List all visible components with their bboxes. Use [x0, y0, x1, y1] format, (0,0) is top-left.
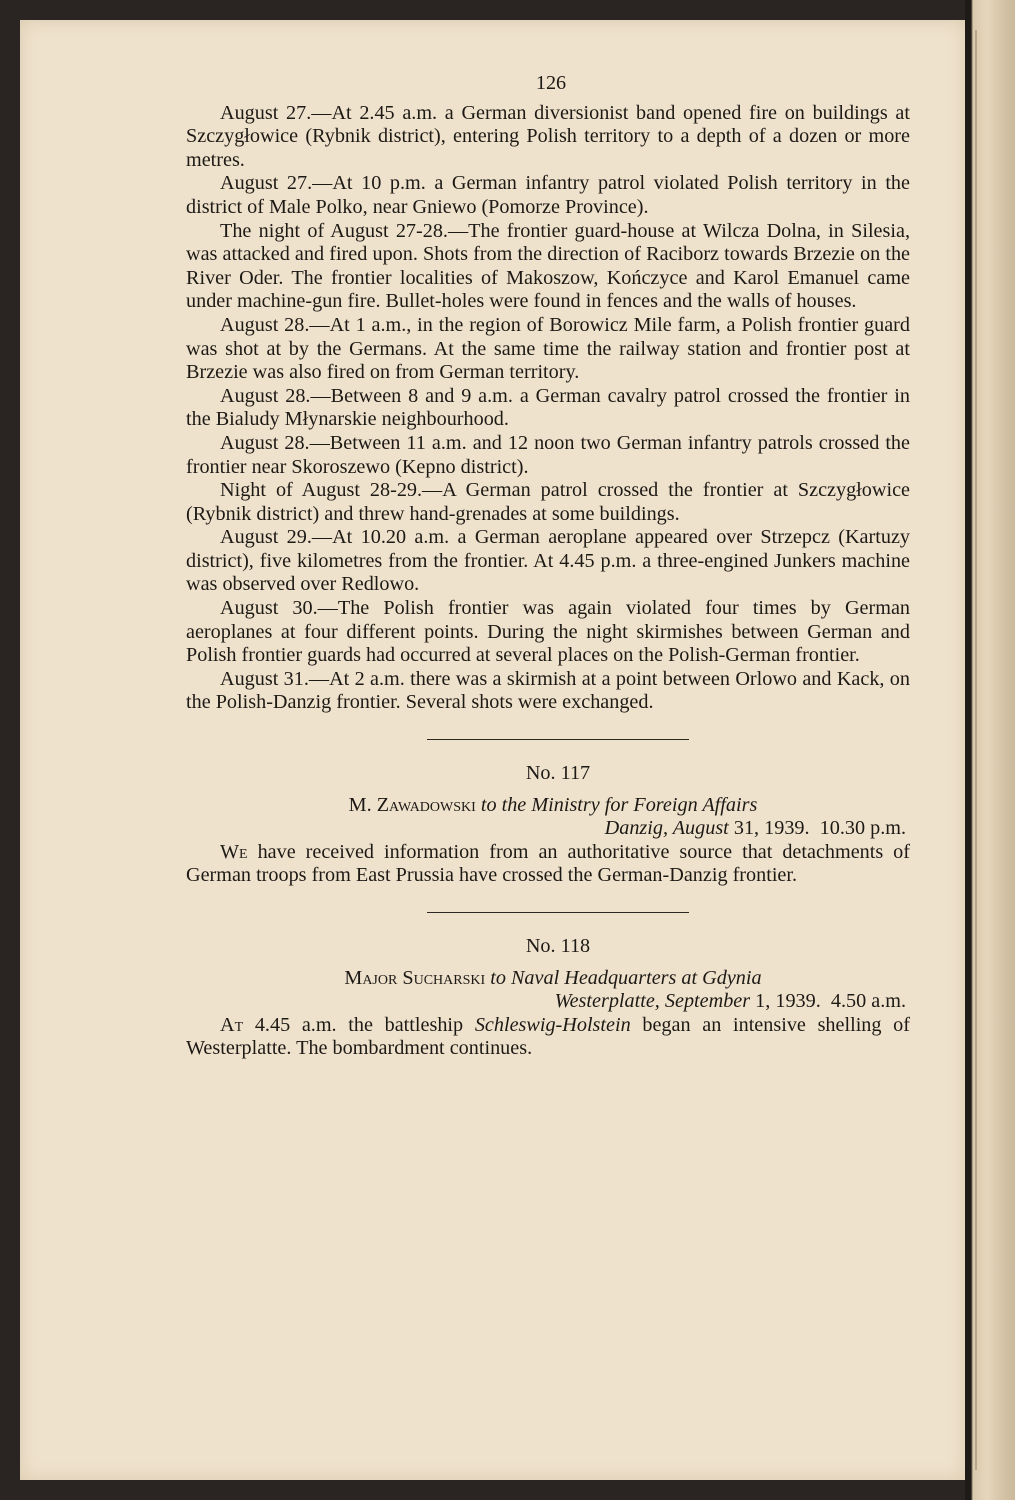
ship-name: Schleswig-Holstein: [474, 1013, 631, 1036]
document-place-date: Westerplatte, September: [554, 990, 751, 1013]
entry-aug31: August 31.—At 2 a.m. there was a skirmish at a point between Orlowo and Kack, on the Polish-Danzig frontier. Several shots were exchanged.: [186, 667, 910, 714]
section-divider: [427, 739, 689, 740]
document-recipient: to the Ministry for Foreign Affairs: [480, 793, 758, 816]
page-gutter-line: [975, 30, 977, 1470]
entry-night-aug27-28: The night of August 27-28.—The frontier guard-house at Wilcza Dolna, in Silesia, was attacked and fired upon. Shots from the direction of Raciborz towards Brzezie on the River Oder. The frontier localities of Makoszow, Kończyce and Karol Emanuel came under machine-gun fire. Bullet-holes were found in fences and the walls of houses.: [186, 219, 910, 313]
document-number: No. 118: [525, 935, 591, 957]
section-divider: [427, 912, 689, 913]
entry-aug30: August 30.—The Polish frontier was again violated four times by German aeroplanes at four different points. During the night skirmishes between German and Polish frontier guards had occurred at several places on the Polish-German frontier.: [186, 597, 910, 667]
entry-aug27-pm: August 27.—At 10 p.m. a German infantry patrol violated Polish territory in the district of Male Polko, near Gniewo (Pomorze Province).: [186, 172, 910, 218]
document-body-text: 4.45 a.m. the battleship: [254, 1013, 464, 1036]
entry-aug28-1am: August 28.—At 1 a.m., in the region of Borowicz Mile farm, a Polish frontier guard was shot at by the Germans. At the same time the railway station and frontier post at Brzezie was also fired on from German territory.: [186, 313, 910, 384]
document-body-text-end: began an intensive shelling of Westerplatte. The bombardment continues.: [186, 1013, 910, 1060]
entry-aug28-11am: August 28.—Between 11 a.m. and 12 noon two German infantry patrols crossed the frontier near Skoroszewo (Kepno district).: [186, 431, 910, 478]
document-dateline: [186, 990, 910, 1014]
document-sender: M. Zawadowski: [348, 793, 476, 816]
document-time: 4.50 a.m.: [830, 990, 906, 1013]
document-opening-word: We: [220, 840, 248, 863]
entry-night-aug28-29: Night of August 28-29.—A German patrol crossed the frontier at Szczygłowice (Rybnik district) and threw hand-grenades at some buildings.: [186, 479, 910, 525]
document-opening-word: At: [220, 1013, 244, 1036]
document-place-date: Danzig, August: [604, 817, 729, 840]
document-date: 1, 1939.: [755, 990, 821, 1013]
document-recipient: to Naval Headquarters at Gdynia: [490, 966, 762, 989]
document-time: 10.30 p.m.: [819, 817, 906, 840]
document-heading: [186, 967, 910, 991]
entry-aug29: August 29.—At 10.20 a.m. a German aeroplane appeared over Strzepcz (Kartuzy district), five kilometres from the frontier. At 4.45 p.m. a three-engined Junkers machine was observed over Redlowo.: [186, 526, 910, 596]
document-number: No. 117: [525, 762, 591, 785]
document-body: [186, 1014, 910, 1061]
facing-page-edge: [965, 0, 1015, 1500]
document-body: [186, 841, 910, 888]
entry-aug28-8am: August 28.—Between 8 and 9 a.m. a German cavalry patrol crossed the frontier in the Bialudy Młynarskie neighbourhood.: [186, 384, 910, 431]
document-sender: Major Sucharski: [344, 966, 486, 989]
document-date: 31, 1939.: [733, 817, 810, 840]
document-heading: [186, 794, 910, 818]
page-number: 126: [535, 72, 567, 94]
document-dateline: [186, 817, 910, 841]
document-body-text: have received information from an authoritative source that detachments of German troops from East Prussia have crossed the German-Danzig frontier.: [186, 840, 910, 887]
page-text-block: [186, 72, 910, 1061]
entry-aug27-am: August 27.—At 2.45 a.m. a German diversionist band opened fire on buildings at Szczygłowice (Rybnik district), entering Polish territory to a depth of a dozen or more metres.: [186, 101, 910, 171]
